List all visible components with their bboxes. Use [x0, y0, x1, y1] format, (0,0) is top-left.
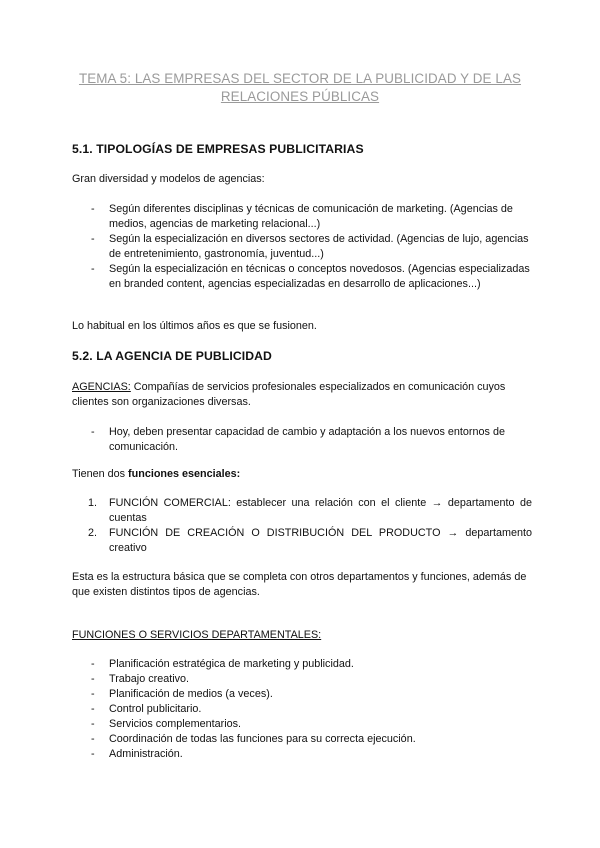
title-line-2: RELACIONES PÚBLICAS — [220, 89, 380, 104]
agencias-text: Compañías de servicios profesionales especializados en comunicación cuyos clientes son organizaciones diversas. — [72, 381, 506, 408]
estructura-paragraph: Esta es la estructura básica que se completa con otros departamentos y funciones, además de que existen distintos tipos de agencias. — [72, 571, 527, 598]
list-item: - Planificación de medios (a veces). — [91, 688, 273, 700]
list-item: 2. FUNCIÓN DE CREACIÓN O DISTRIBUCIÓN DEL PRODUCTO → departamento creativo — [88, 527, 532, 554]
bullet-dash: - — [91, 233, 95, 245]
list-item: 1. FUNCIÓN COMERCIAL: establecer una relación con el cliente → departamento de cuentas — [88, 497, 532, 524]
list-item: - Control publicitario. — [91, 703, 202, 715]
list-item: - Según la especialización en diversos sectores de actividad. (Agencias de lujo, agencias de entretenimiento, gastronomía, juventud...) — [91, 233, 529, 260]
section-1-intro: Gran diversidad y modelos de agencias: — [72, 173, 265, 185]
list-item: - Administración. — [91, 748, 183, 760]
list-item: - Coordinación de todas las funciones para su correcta ejecución. — [91, 733, 416, 745]
bullet-dash: - — [91, 426, 95, 438]
agencias-definition — [72, 380, 532, 410]
agencias-label: AGENCIAS: — [72, 381, 131, 393]
funciones-bold: funciones esenciales: — [128, 468, 241, 480]
list-item: - Según la especialización en técnicas o conceptos novedosos. (Agencias especializadas en branded content, agencias especializadas en desarrollo de aplicaciones...) — [91, 263, 530, 290]
page-title — [72, 70, 528, 106]
agency-types-list — [72, 202, 532, 292]
list-item: - Hoy, deben presentar capacidad de cambio y adaptación a los nuevos entornos de comunicación. — [91, 426, 505, 453]
funciones-intro: Tienen dos funciones esenciales: — [72, 468, 241, 480]
list-item: - Según diferentes disciplinas y técnicas de comunicación de marketing. (Agencias de medios, agencias de marketing relacional...) — [91, 203, 513, 230]
bullet-dash: - — [91, 263, 95, 275]
title-line-1: TEMA 5: LAS EMPRESAS DEL SECTOR DE LA PUBLICIDAD Y DE LAS — [78, 71, 522, 86]
section-1-closing: Lo habitual en los últimos años es que se fusionen. — [72, 320, 317, 332]
list-item: - Trabajo creativo. — [91, 673, 190, 685]
list-item: - Planificación estratégica de marketing y publicidad. — [91, 658, 354, 670]
list-item: - Servicios complementarios. — [91, 718, 242, 730]
agencias-bullet-list — [72, 425, 532, 455]
bullet-dash: - — [91, 203, 95, 215]
servicios-heading: FUNCIONES O SERVICIOS DEPARTAMENTALES: — [72, 629, 322, 641]
section-1-heading: 5.1. TIPOLOGÍAS DE EMPRESAS PUBLICITARIAS — [72, 142, 364, 156]
functions-numbered-list — [72, 496, 532, 556]
servicios-list — [72, 657, 532, 762]
section-2-heading: 5.2. LA AGENCIA DE PUBLICIDAD — [72, 349, 272, 363]
